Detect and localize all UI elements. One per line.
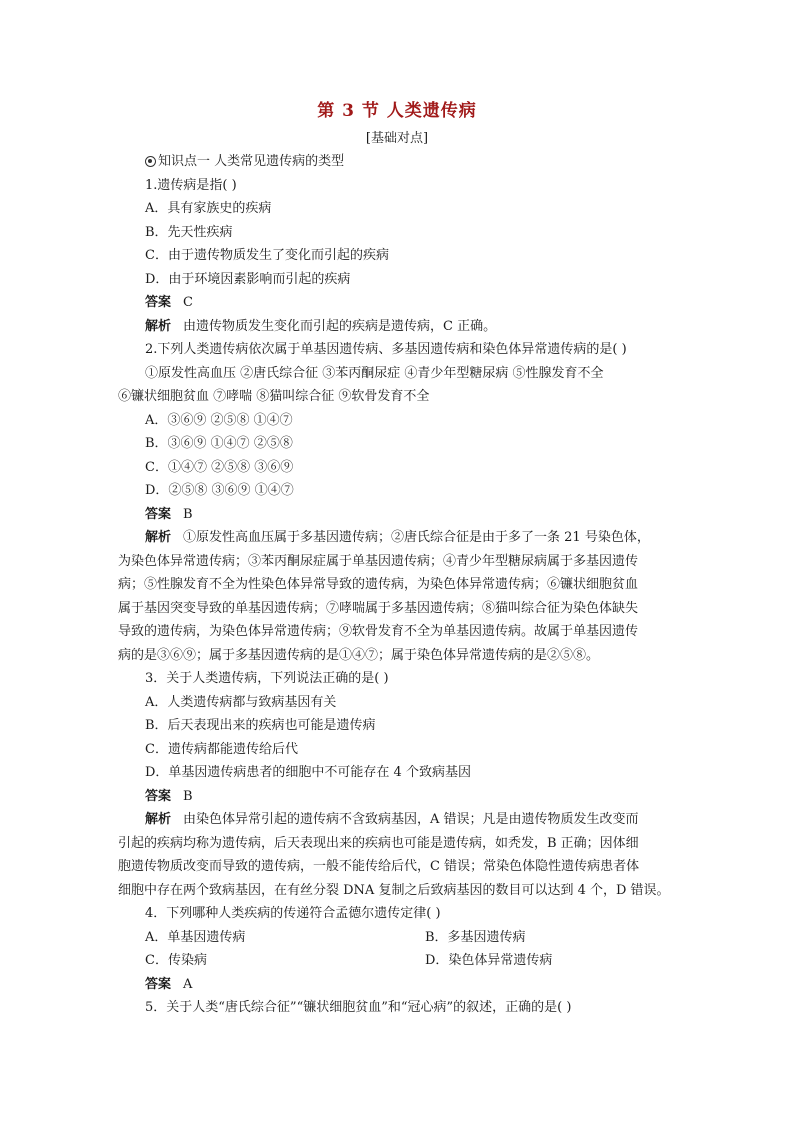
question-2-items-line-2: ⑥镰状细胞贫血 ⑦哮喘 ⑧猫叫综合征 ⑨软骨发育不全 [118,389,430,404]
question-4-option-b: B．多基因遗传病 [425,929,526,945]
question-2-option-c: C．①④⑦ ②⑤⑧ ③⑥⑨ [145,459,294,475]
knowledge-point-heading: 知识点一 人类常见遗传病的类型 [145,150,680,174]
question-2-items-line-1: ①原发性高血压 ②唐氏综合征 ③苯丙酮尿症 ④青少年型糖尿病 ⑤性腺发育不全 [145,365,604,381]
question-4-option-c: C．传染病 [145,953,207,968]
question-1-option-b: B．先天性疾病 [145,224,233,240]
question-2-explanation-line: 为染色体异常遗传病；③苯丙酮尿症属于单基因遗传病；④青少年型糖尿病属于多基因遗传 [118,553,639,569]
question-1-option-d: D．由于环境因素影响而引起的疾病 [145,271,351,287]
question-4-stem: 4．下列哪种人类疾病的传递符合孟德尔遗传定律( ) [145,906,441,921]
question-1-stem: 1.遗传病是指( ) [145,177,237,193]
page-title: 第 3 节 人类遗传病 [317,101,477,121]
question-3-stem: 3．关于人类遗传病，下列说法正确的是( ) [145,671,389,686]
question-4-option-d: D．染色体异常遗传病 [425,953,553,968]
question-2-option-b: B．③⑥⑨ ①④⑦ ②⑤⑧ [145,436,293,451]
question-2-explanation-line: 属于基因突变导致的单基因遗传病；⑦哮喘属于多基因遗传病；⑧猫叫综合征为染色体缺失 [118,600,639,616]
question-3-explanation-line: 解析 由染色体异常引起的遗传病不含致病基因，A 错误；凡是由遗传物质发生改变而 [145,812,639,827]
document-body [118,150,680,1020]
target-bullet-icon [145,156,156,167]
question-4-options-row-2 [145,949,680,973]
question-5-stem: 5．关于人类“唐氏综合征”“镰状细胞贫血”和“冠心病”的叙述，正确的是( ) [145,1000,572,1015]
question-4-options-row-1 [145,926,680,950]
question-3-explanation-line: 引起的疾病均称为遗传病，后天表现出来的疾病也可能是遗传病，如秃发，B 正确；因体细 [118,835,639,851]
question-1-option-a: A．具有家族史的疾病 [145,201,272,216]
question-2-explanation-line: 病的是③⑥⑨；属于多基因遗传病的是①④⑦；属于染色体异常遗传病的是②⑤⑧。 [118,647,600,663]
question-2-stem: 2.下列人类遗传病依次属于单基因遗传病、多基因遗传病和染色体异常遗传病的是( ) [145,342,627,357]
question-1-answer: 答案 C [145,295,193,310]
question-3-explanation-line: 胞遗传物质改变而导致的遗传病，一般不能传给后代，C 错误；常染色体隐性遗传病患者体 [118,859,640,874]
question-3-option-a: A．人类遗传病都与致病基因有关 [145,694,337,710]
question-2-explanation-line: 病；⑤性腺发育不全为性染色体异常导致的遗传病，为染色体异常遗传病；⑥镰状细胞贫血 [118,577,639,592]
question-3-answer: 答案 B [145,788,193,804]
question-3-option-b: B．后天表现出来的疾病也可能是遗传病 [145,718,376,733]
question-1-option-c: C．由于遗传物质发生了变化而引起的疾病 [145,248,389,263]
question-2-answer: 答案 B [145,506,193,522]
question-2-explanation-line: 解析 ①原发性高血压属于多基因遗传病；②唐氏综合征是由于多了一条 21 号染色体， [145,530,650,545]
question-1-explanation: 解析 由遗传物质发生变化而引起的疾病是遗传病，C 正确。 [145,318,497,334]
question-2-option-d: D．②⑤⑧ ③⑥⑨ ①④⑦ [145,483,294,498]
question-3-option-c: C．遗传病都能遗传给后代 [145,741,298,757]
section-subtitle: [基础对点] [365,131,429,146]
question-2-explanation-line: 导致的遗传病，为染色体异常遗传病；⑨软骨发育不全为单基因遗传病。故属于单基因遗传 [118,624,639,639]
question-3-option-d: D．单基因遗传病患者的细胞中不可能存在 4 个致病基因 [145,765,471,780]
question-3-explanation-line: 细胞中存在两个致病基因，在有丝分裂 DNA 复制之后致病基因的数目可以达到 4 个，D 错误。 [118,882,670,898]
question-2-option-a: A．③⑥⑨ ②⑤⑧ ①④⑦ [145,412,293,428]
question-4-option-a: A．单基因遗传病 [145,929,246,945]
question-4-answer: 答案 A [145,976,193,992]
